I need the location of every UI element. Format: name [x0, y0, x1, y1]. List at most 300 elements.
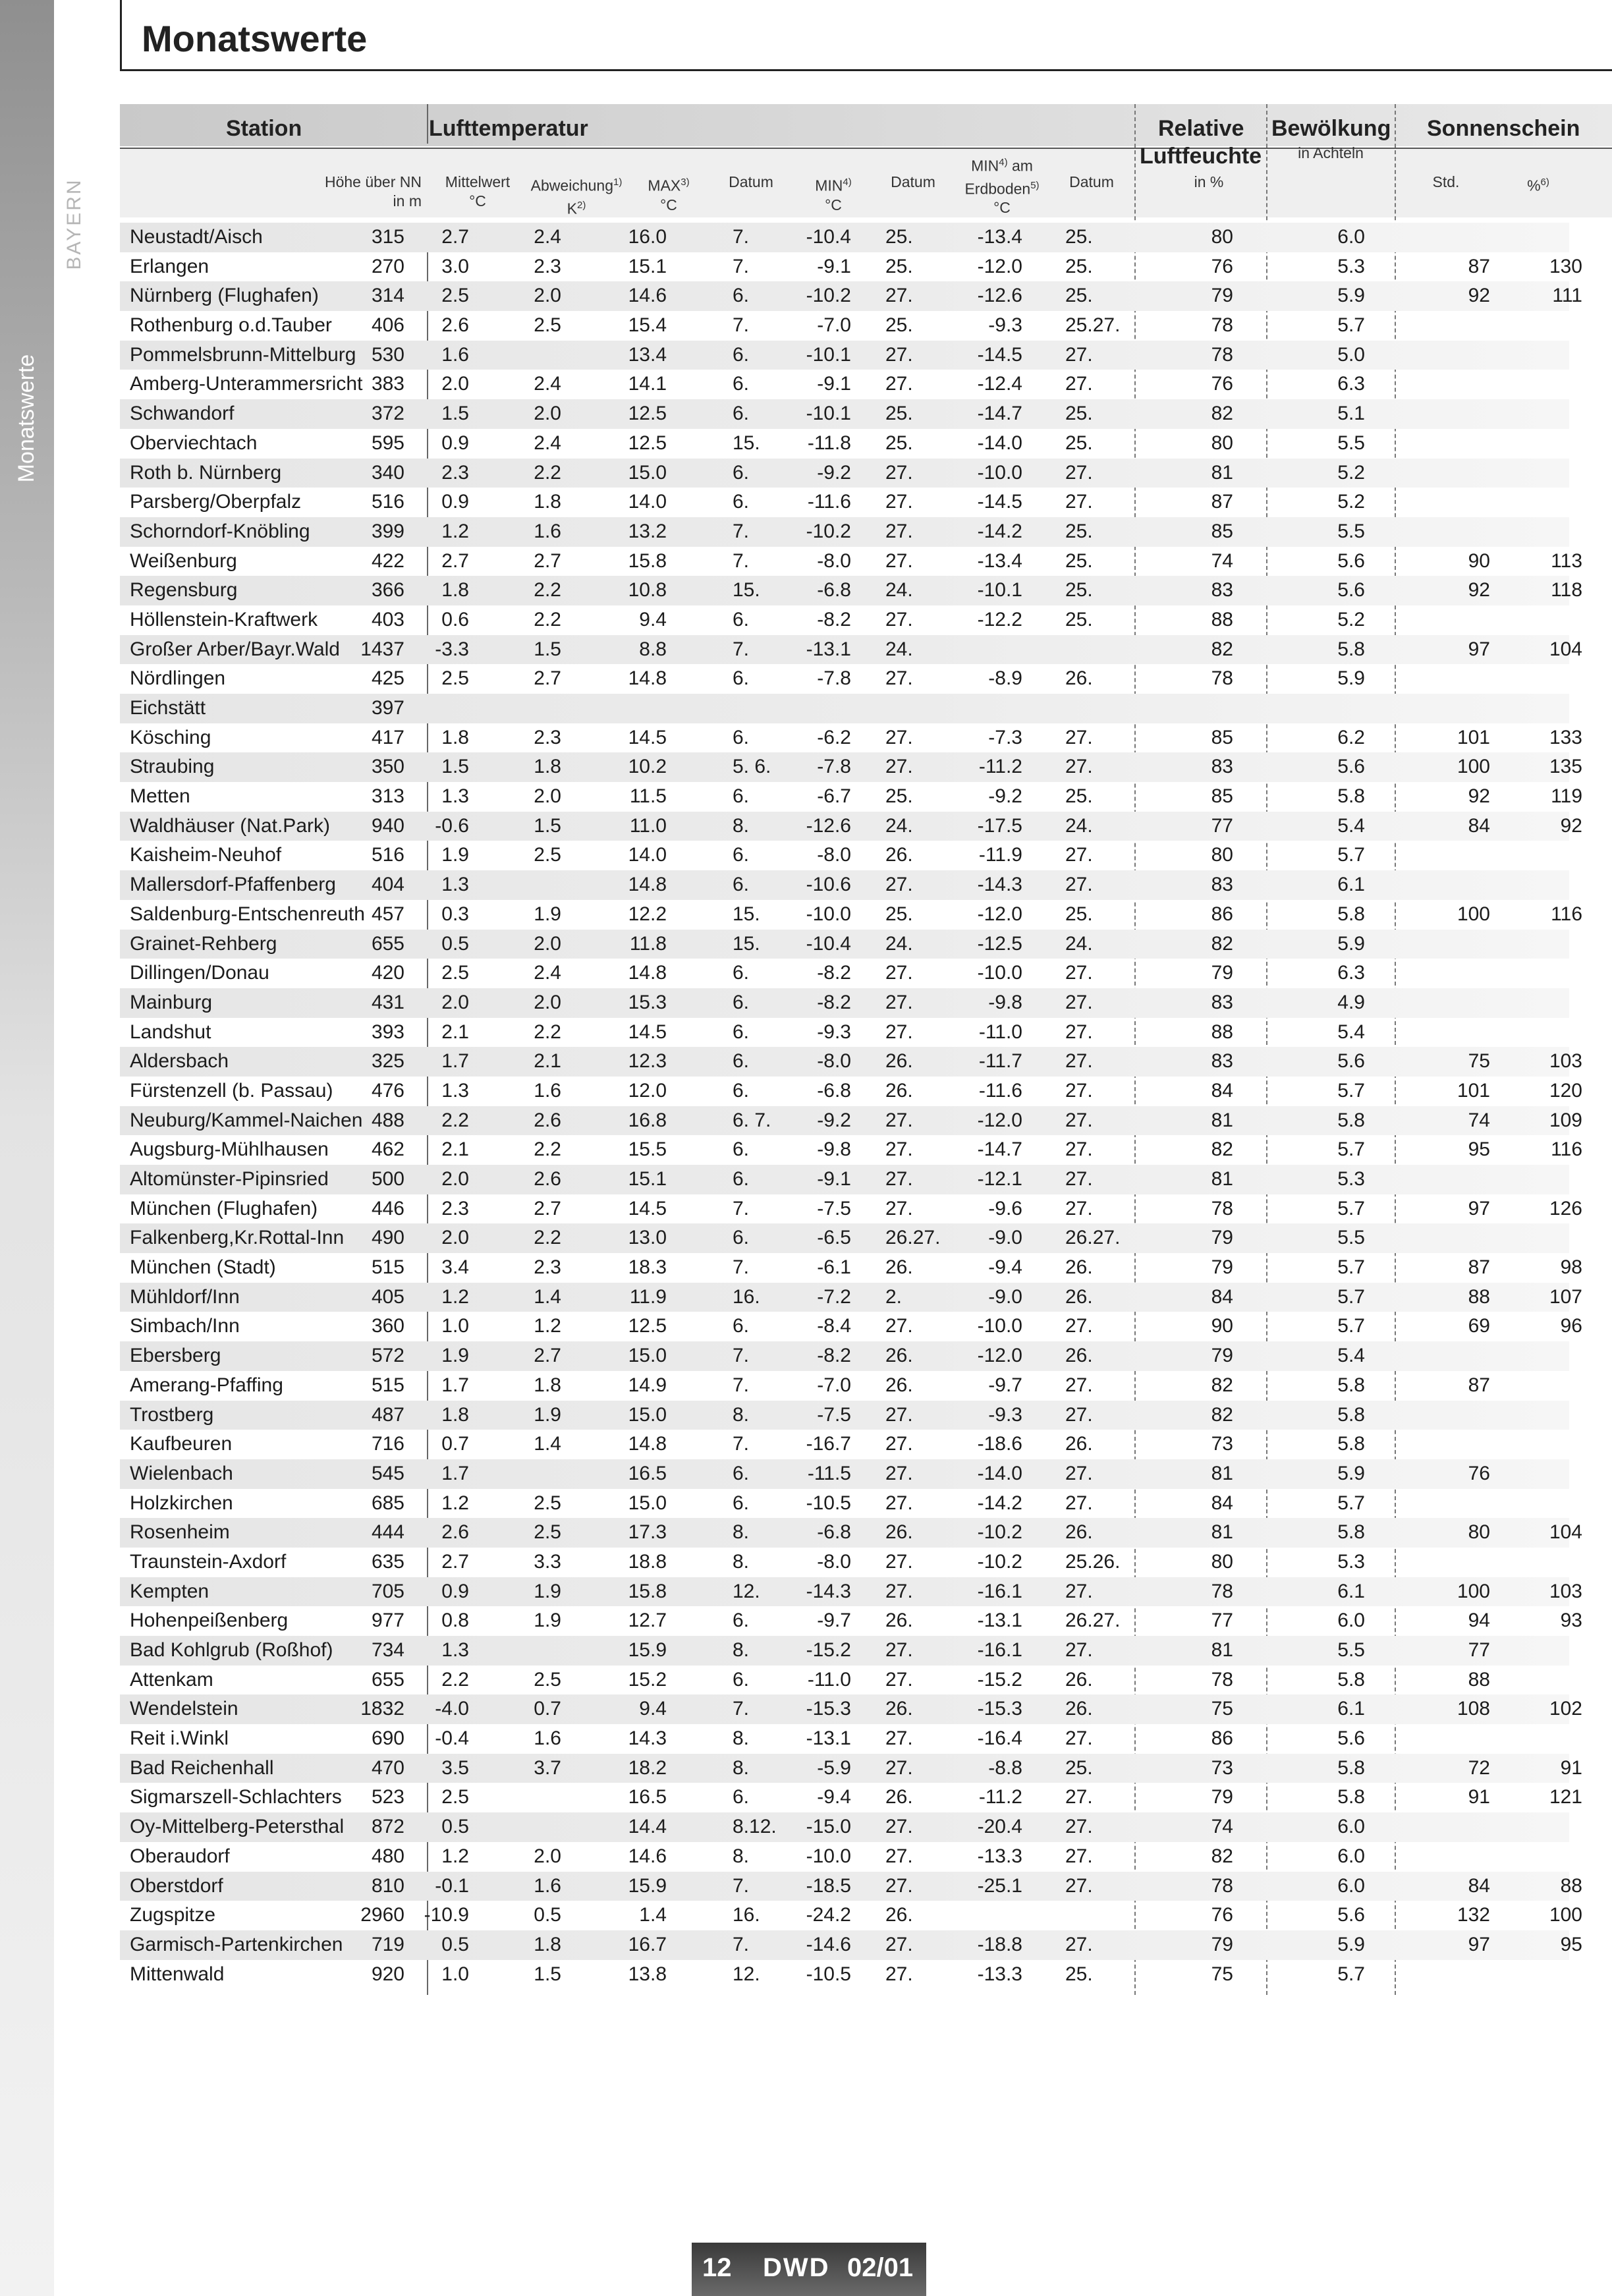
min-cell: -10.2: [806, 520, 851, 542]
hoehe-cell: 690: [371, 1727, 404, 1750]
subheader-max: [632, 173, 705, 215]
sonnenschein-std-cell: 132: [1457, 1904, 1490, 1926]
max-datum-cell: 6.: [733, 726, 750, 748]
max-datum-cell: 8.: [733, 1639, 750, 1661]
luftfeuchte-cell: 83: [1211, 874, 1233, 896]
luftfeuchte-cell: 84: [1211, 1492, 1233, 1514]
table-row: [120, 1018, 1569, 1048]
hoehe-cell: 719: [371, 1933, 404, 1955]
min-datum-cell: 26.: [885, 1698, 913, 1720]
hoehe-cell: 340: [371, 461, 404, 484]
min-datum-cell: 25.: [885, 903, 913, 925]
min-datum-cell: 25.: [885, 226, 913, 248]
max-cell: 12.5: [628, 432, 667, 454]
min-datum-cell: 24.: [885, 814, 913, 837]
sonnenschein-pct-cell: 88: [1560, 1874, 1582, 1897]
max-cell: 15.4: [628, 314, 667, 337]
bewoelkung-cell: 5.4: [1337, 814, 1365, 837]
min-datum-cell: 27.: [885, 608, 913, 630]
table-row: [120, 281, 1582, 311]
bewoelkung-cell: 5.7: [1337, 1197, 1365, 1219]
max-cell: 15.8: [628, 1580, 667, 1602]
min-datum-cell: 27.: [885, 491, 913, 513]
station-name: Mühldorf/Inn: [130, 1285, 240, 1308]
table-row: [120, 1636, 1569, 1666]
mittelwert-cell: 0.5: [441, 932, 469, 955]
erdboden-cell: -14.7: [977, 403, 1022, 425]
bewoelkung-cell: 6.0: [1337, 1610, 1365, 1632]
abweichung-cell: 1.9: [534, 903, 561, 925]
bewoelkung-cell: 5.8: [1337, 1521, 1365, 1544]
min-datum-cell: 26.: [885, 1786, 913, 1808]
max-cell: 15.3: [628, 991, 667, 1013]
max-datum-cell: 6.: [733, 343, 750, 366]
erdboden-cell: -9.6: [988, 1197, 1022, 1219]
sonnenschein-std-cell: 97: [1468, 1197, 1490, 1219]
hoehe-cell: 425: [371, 667, 404, 690]
side-tab-label: Monatswerte: [14, 354, 39, 483]
abweichung-cell: 1.6: [534, 520, 561, 542]
max-cell: 11.9: [629, 1285, 667, 1308]
abweichung-cell: 1.9: [534, 1580, 561, 1602]
abweichung-cell: 1.8: [534, 756, 561, 778]
abweichung-cell: 2.4: [534, 373, 561, 395]
max-cell: 14.0: [628, 491, 667, 513]
bewoelkung-cell: 5.2: [1337, 461, 1365, 484]
station-name: Roth b. Nürnberg: [130, 461, 282, 484]
subheader-abweichung: [527, 173, 626, 218]
bewoelkung-cell: 5.7: [1337, 1315, 1365, 1337]
mittelwert-cell: 2.5: [441, 1786, 469, 1808]
erdboden-cell: -10.2: [977, 1521, 1022, 1544]
abweichung-cell: 2.4: [534, 962, 561, 984]
mittelwert-cell: 2.1: [441, 1021, 469, 1043]
min-datum-cell: 24.: [885, 932, 913, 955]
mittelwert-cell: 1.9: [441, 844, 469, 866]
min-cell: -6.8: [817, 1079, 851, 1102]
luftfeuchte-cell: 84: [1211, 1079, 1233, 1102]
erdboden-datum-cell: 26.27.: [1065, 1610, 1121, 1632]
mittelwert-cell: 2.7: [441, 1550, 469, 1573]
hoehe-cell: 399: [371, 520, 404, 542]
bewoelkung-cell: 5.7: [1337, 1138, 1365, 1161]
abweichung-cell: 1.4: [534, 1433, 561, 1455]
erdboden-cell: -14.3: [977, 874, 1022, 896]
hoehe-cell: 476: [371, 1079, 404, 1102]
bewoelkung-cell: 5.9: [1337, 667, 1365, 690]
hoehe-cell: 350: [371, 756, 404, 778]
station-name: Höllenstein-Kraftwerk: [130, 608, 318, 630]
erdboden-datum-cell: 27.: [1065, 844, 1093, 866]
mittelwert-cell: 2.6: [441, 314, 469, 337]
luftfeuchte-cell: 81: [1211, 1109, 1233, 1131]
min-cell: -10.1: [806, 343, 851, 366]
table-row: [120, 1106, 1582, 1136]
luftfeuchte-cell: 78: [1211, 314, 1233, 337]
max-cell: 15.1: [628, 1168, 667, 1190]
station-name: Neustadt/Aisch: [130, 226, 263, 248]
abweichung-cell: 2.2: [534, 1227, 561, 1249]
max-datum-cell: 8.: [733, 814, 750, 837]
max-cell: 15.5: [628, 1138, 667, 1161]
table-row: [120, 252, 1582, 282]
erdboden-datum-cell: 25.: [1065, 520, 1093, 542]
max-cell: 15.0: [628, 1345, 667, 1367]
min-cell: -9.8: [817, 1138, 851, 1161]
max-datum-cell: 6.: [733, 1610, 750, 1632]
erdboden-cell: -14.0: [977, 1462, 1022, 1484]
max-cell: 13.8: [628, 1963, 667, 1985]
bewoelkung-cell: 5.3: [1337, 1550, 1365, 1573]
max-datum-cell: 6.: [733, 1079, 750, 1102]
hoehe-cell: 734: [371, 1639, 404, 1661]
max-datum-cell: 12.: [733, 1580, 760, 1602]
mittelwert-cell: 1.5: [441, 403, 469, 425]
max-text: MAX: [648, 177, 681, 194]
min-cell: -16.7: [806, 1433, 851, 1455]
table-row: [120, 399, 1569, 429]
table-row: [120, 488, 1569, 517]
min-datum-cell: 27.: [885, 726, 913, 748]
table-row: [120, 1577, 1582, 1607]
luftfeuchte-cell: 85: [1211, 785, 1233, 808]
luftfeuchte-cell: 78: [1211, 1197, 1233, 1219]
max-cell: 11.0: [629, 814, 667, 837]
min-cell: -13.1: [806, 638, 851, 660]
erdboden-datum-cell: 26.: [1065, 1668, 1093, 1691]
min-cell: -6.1: [817, 1256, 851, 1279]
luftfeuchte-cell: 82: [1211, 1845, 1233, 1867]
hoehe-cell: 457: [371, 903, 404, 925]
luftfeuchte-cell: 86: [1211, 1727, 1233, 1750]
abweichung-sup: 1): [613, 177, 623, 188]
abweichung-cell: 2.0: [534, 285, 561, 307]
pct-text: %: [1527, 177, 1541, 194]
header-lufttemperatur: Lufttemperatur: [429, 116, 588, 141]
station-name: Regensburg: [130, 579, 238, 602]
hoehe-cell: 572: [371, 1345, 404, 1367]
station-name: Nürnberg (Flughafen): [130, 285, 319, 307]
table-row: [120, 812, 1582, 841]
hoehe-cell: 397: [371, 697, 404, 719]
max-cell: 14.5: [628, 1021, 667, 1043]
erdboden-datum-cell: 25.: [1065, 403, 1093, 425]
erdboden-datum-cell: 27.: [1065, 373, 1093, 395]
min-cell: -10.1: [806, 403, 851, 425]
bewoelkung-cell: 4.9: [1337, 991, 1365, 1013]
min-cell: -10.5: [806, 1963, 851, 1985]
sonnenschein-std-cell: 101: [1457, 1079, 1490, 1102]
hoehe-cell: 635: [371, 1550, 404, 1573]
min-cell: -6.8: [817, 1521, 851, 1544]
mittelwert-cell: 2.6: [441, 1521, 469, 1544]
max-cell: 16.0: [628, 226, 667, 248]
abweichung-cell: 2.2: [534, 1138, 561, 1161]
subheader-pct: [1509, 173, 1568, 196]
table-row: [120, 635, 1582, 665]
subheader-rel-unit: in %: [1194, 173, 1224, 190]
erdboden-datum-cell: 27.: [1065, 1874, 1093, 1897]
table-row: [120, 959, 1569, 988]
luftfeuchte-cell: 76: [1211, 373, 1233, 395]
min-datum-cell: 27.: [885, 667, 913, 690]
station-name: Kösching: [130, 726, 211, 748]
min-cell: -7.2: [817, 1285, 851, 1308]
abweichung-cell: 1.2: [534, 1315, 561, 1337]
erdboden-cell: -10.1: [977, 579, 1022, 602]
table-row: [120, 1960, 1569, 1990]
sonnenschein-std-cell: 91: [1468, 1786, 1490, 1808]
min-datum-cell: 24.: [885, 638, 913, 660]
min-datum-cell: 27.: [885, 1021, 913, 1043]
min-datum-cell: 26.: [885, 1610, 913, 1632]
max-cell: 15.2: [628, 1668, 667, 1691]
hoehe-cell: 366: [371, 579, 404, 602]
sonnenschein-pct-cell: 111: [1552, 285, 1582, 307]
min-datum-cell: 25.: [885, 432, 913, 454]
max-datum-cell: 6.: [733, 844, 750, 866]
erdboden-datum-cell: 27.: [1065, 1109, 1093, 1131]
erdboden-datum-cell: 24.: [1065, 814, 1093, 837]
erdboden-datum-cell: 27.: [1065, 1816, 1093, 1838]
sonnenschein-std-cell: 97: [1468, 638, 1490, 660]
erdboden-datum-cell: 25.: [1065, 1963, 1093, 1985]
table-row: [120, 1194, 1582, 1224]
min-cell: -8.2: [817, 962, 851, 984]
min-cell: -9.3: [817, 1021, 851, 1043]
bewoelkung-cell: 6.3: [1337, 962, 1365, 984]
bewoelkung-cell: 5.5: [1337, 1227, 1365, 1249]
min-datum-cell: 26.: [885, 844, 913, 866]
max-datum-cell: 6.: [733, 1786, 750, 1808]
table-row: [120, 341, 1569, 370]
erdboden-cell: -11.0: [978, 1021, 1022, 1043]
min-cell: -10.0: [806, 903, 851, 925]
sonnenschein-std-cell: 72: [1468, 1756, 1490, 1779]
max-cell: 10.8: [628, 579, 667, 602]
abweichung-cell: 2.5: [534, 1492, 561, 1514]
luftfeuchte-cell: 78: [1211, 1668, 1233, 1691]
abweichung-cell: 3.3: [534, 1550, 561, 1573]
bewoelkung-cell: 5.3: [1337, 1168, 1365, 1190]
abweichung-cell: 2.3: [534, 1256, 561, 1279]
table-row: [120, 1930, 1582, 1960]
mittelwert-cell: 1.8: [441, 726, 469, 748]
hoehe-cell: 393: [371, 1021, 404, 1043]
station-name: Oy-Mittelberg-Petersthal: [130, 1816, 345, 1838]
hoehe-cell: 404: [371, 874, 404, 896]
header-station: Station: [226, 116, 302, 141]
max-datum-cell: 7.: [733, 1374, 750, 1396]
max-cell: 14.5: [628, 726, 667, 748]
max-datum-cell: 6.: [733, 667, 750, 690]
max-datum-cell: 7.: [733, 1874, 750, 1897]
erdboden-datum-cell: 27.: [1065, 1050, 1093, 1073]
sonnenschein-std-cell: 94: [1468, 1610, 1490, 1632]
station-name: Augsburg-Mühlhausen: [130, 1138, 329, 1161]
table-row: [120, 1459, 1569, 1489]
hoehe-cell: 500: [371, 1168, 404, 1190]
side-tab: [0, 0, 54, 2296]
max-cell: 12.0: [628, 1079, 667, 1102]
erdboden-datum-cell: 27.: [1065, 1462, 1093, 1484]
mittelwert-cell: 2.0: [441, 1227, 469, 1249]
erdboden-datum-cell: 27.: [1065, 1492, 1093, 1514]
min-cell: -10.0: [806, 1845, 851, 1867]
bewoelkung-cell: 6.0: [1337, 1874, 1365, 1897]
max-cell: 11.8: [629, 932, 667, 955]
bewoelkung-cell: 5.6: [1337, 756, 1365, 778]
erdboden-datum-cell: 26.: [1065, 1256, 1093, 1279]
min-datum-cell: 27.: [885, 1492, 913, 1514]
header-relative: Relative: [1158, 116, 1244, 141]
erd-unit: °C: [993, 199, 1011, 217]
sonnenschein-std-cell: 95: [1468, 1138, 1490, 1161]
station-name: Oberaudorf: [130, 1845, 230, 1867]
erdboden-datum-cell: 26.: [1065, 1698, 1093, 1720]
max-datum-cell: 7.: [733, 1197, 750, 1219]
max-datum-cell: 6.: [733, 1315, 750, 1337]
bewoelkung-cell: 5.8: [1337, 1374, 1365, 1396]
abweichung-text: Abweichung: [530, 177, 613, 194]
erdboden-cell: -13.4: [977, 226, 1022, 248]
luftfeuchte-cell: 78: [1211, 1580, 1233, 1602]
min-cell: -7.5: [817, 1403, 851, 1426]
bewoelkung-cell: 5.5: [1337, 1639, 1365, 1661]
sonnenschein-pct-cell: 133: [1549, 726, 1582, 748]
erdboden-datum-cell: 26.: [1065, 667, 1093, 690]
mittelwert-cell: 2.5: [441, 285, 469, 307]
table-row: [120, 1783, 1582, 1812]
min-cell: -8.0: [817, 844, 851, 866]
sonnenschein-pct-cell: 126: [1549, 1197, 1582, 1219]
abweichung-cell: 2.1: [534, 1050, 561, 1073]
max-cell: 17.3: [628, 1521, 667, 1544]
erdboden-datum-cell: 24.: [1065, 932, 1093, 955]
erd-text: MIN: [971, 157, 999, 175]
min-datum-cell: 2.: [885, 1285, 903, 1308]
bewoelkung-cell: 5.6: [1337, 1050, 1365, 1073]
max-datum-cell: 6.: [733, 874, 750, 896]
hoehe-line1: Höhe über NN: [324, 173, 422, 190]
luftfeuchte-cell: 83: [1211, 756, 1233, 778]
max-cell: 14.9: [628, 1374, 667, 1396]
min-datum-cell: 27.: [885, 1168, 913, 1190]
mittelwert-cell: 2.0: [441, 1168, 469, 1190]
mittelwert-cell: 1.3: [441, 1079, 469, 1102]
erdboden-datum-cell: 27.: [1065, 461, 1093, 484]
abweichung-cell: 2.7: [534, 1197, 561, 1219]
sonnenschein-std-cell: 92: [1468, 785, 1490, 808]
erdboden-datum-cell: 25.: [1065, 549, 1093, 572]
hoehe-cell: 1832: [360, 1698, 404, 1720]
hoehe-cell: 530: [371, 343, 404, 366]
station-name: Fürstenzell (b. Passau): [130, 1079, 333, 1102]
sonnenschein-std-cell: 92: [1468, 579, 1490, 602]
hoehe-cell: 313: [371, 785, 404, 808]
max-cell: 14.4: [628, 1816, 667, 1838]
sonnenschein-pct-cell: 121: [1549, 1786, 1582, 1808]
table-row: [120, 311, 1569, 341]
mittelwert-cell: 2.3: [441, 1197, 469, 1219]
station-name: Landshut: [130, 1021, 211, 1043]
bewoelkung-cell: 5.7: [1337, 1256, 1365, 1279]
luftfeuchte-cell: 84: [1211, 1285, 1233, 1308]
table-row: [120, 1872, 1582, 1901]
max-datum-cell: 15.: [733, 932, 760, 955]
hoehe-line2: in m: [393, 192, 422, 210]
subheader-mittelwert: [435, 173, 520, 211]
erdboden-datum-cell: 26.: [1065, 1433, 1093, 1455]
bewoelkung-cell: 6.3: [1337, 373, 1365, 395]
erdboden-datum-cell: 27.: [1065, 991, 1093, 1013]
sonnenschein-std-cell: 88: [1468, 1285, 1490, 1308]
luftfeuchte-cell: 83: [1211, 1050, 1233, 1073]
min-cell: -6.7: [817, 785, 851, 808]
hoehe-cell: 406: [371, 314, 404, 337]
sonnenschein-std-cell: 84: [1468, 1874, 1490, 1897]
min-datum-cell: 27.: [885, 962, 913, 984]
luftfeuchte-cell: 74: [1211, 1816, 1233, 1838]
erdboden-datum-cell: 27.: [1065, 1727, 1093, 1750]
sonnenschein-std-cell: 100: [1457, 756, 1490, 778]
max-cell: 15.9: [628, 1874, 667, 1897]
station-name: Holzkirchen: [130, 1492, 233, 1514]
erdboden-datum-cell: 27.: [1065, 1138, 1093, 1161]
abweichung-cell: 2.6: [534, 1109, 561, 1131]
min-datum-cell: 25.: [885, 403, 913, 425]
sonnenschein-pct-cell: 103: [1549, 1580, 1582, 1602]
mittelwert-cell: 2.3: [441, 461, 469, 484]
erdboden-cell: -20.4: [977, 1816, 1022, 1838]
sonnenschein-std-cell: 84: [1468, 814, 1490, 837]
hoehe-cell: 655: [371, 1668, 404, 1691]
max-cell: 15.0: [628, 1492, 667, 1514]
mittelwert-cell: -0.4: [435, 1727, 469, 1750]
erdboden-cell: -15.2: [977, 1668, 1022, 1691]
min-datum-cell: 27.: [885, 1933, 913, 1955]
sonnenschein-pct-cell: 116: [1551, 1138, 1582, 1161]
station-name: Wielenbach: [130, 1462, 233, 1484]
max-datum-cell: 6.: [733, 1462, 750, 1484]
min-datum-cell: 27.: [885, 285, 913, 307]
abweichung-cell: 1.8: [534, 1933, 561, 1955]
luftfeuchte-cell: 80: [1211, 1550, 1233, 1573]
page-title: Monatswerte: [142, 18, 368, 59]
table-row: [120, 841, 1569, 870]
bewoelkung-cell: 6.2: [1337, 726, 1365, 748]
erdboden-cell: -12.0: [977, 1345, 1022, 1367]
erdboden-cell: -9.3: [988, 1403, 1022, 1426]
min-datum-cell: 24.: [885, 579, 913, 602]
max-cell: 13.2: [628, 520, 667, 542]
abweichung-cell: 2.2: [534, 461, 561, 484]
table-row: [120, 1401, 1569, 1430]
min-datum-cell: 27.: [885, 1816, 913, 1838]
mittelwert-cell: 2.5: [441, 667, 469, 690]
mittelwert-cell: 0.9: [441, 432, 469, 454]
max-datum-cell: 8.12.: [733, 1816, 777, 1838]
hoehe-cell: 2960: [360, 1904, 404, 1926]
erdboden-cell: -9.0: [988, 1285, 1022, 1308]
hoehe-cell: 422: [371, 549, 404, 572]
table-row: [120, 1430, 1569, 1459]
table-row: [120, 1371, 1569, 1401]
luftfeuchte-cell: 76: [1211, 1904, 1233, 1926]
min-datum-cell: 27.: [885, 549, 913, 572]
subheader-hoehe: [296, 173, 422, 211]
abweichung-cell: 0.5: [534, 1904, 561, 1926]
